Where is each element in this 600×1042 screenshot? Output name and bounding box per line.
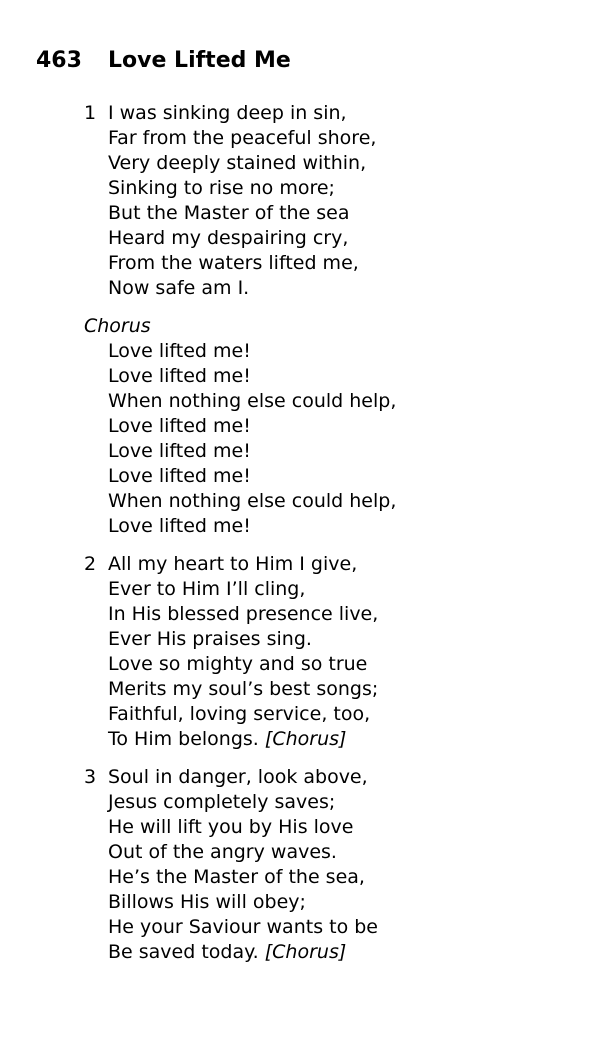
verse-line: Billows His will obey; xyxy=(108,891,306,913)
verse-line: Now safe am I. xyxy=(108,277,250,299)
verse-line xyxy=(108,727,584,752)
chorus-line: Love lifted me! xyxy=(108,365,251,387)
verse-line: He’s the Master of the sea, xyxy=(108,866,365,888)
hymn-content xyxy=(84,101,584,965)
verse-line xyxy=(108,940,584,965)
verse-lines xyxy=(108,101,584,301)
verse-line: Very deeply stained within, xyxy=(108,152,367,174)
verse-line: All my heart to Him I give, xyxy=(108,553,358,575)
chorus-reference: [Chorus] xyxy=(264,941,347,963)
verse-line: He your Saviour wants to be xyxy=(108,916,378,938)
verse-line: Soul in danger, look above, xyxy=(108,766,368,788)
verse-number: 3 xyxy=(84,766,97,788)
chorus-line: Love lifted me! xyxy=(108,515,251,537)
chorus-line: Love lifted me! xyxy=(108,340,251,362)
chorus-reference: [Chorus] xyxy=(264,728,347,750)
verse-number: 1 xyxy=(84,102,97,124)
verse-line: Ever His praises sing. xyxy=(108,628,312,650)
chorus-label: Chorus xyxy=(84,315,151,337)
verse-line: Sinking to rise no more; xyxy=(108,177,335,199)
verse-3 xyxy=(84,765,584,965)
verse-line: Merits my soul’s best songs; xyxy=(108,678,379,700)
verse-line: From the waters lifted me, xyxy=(108,252,359,274)
chorus-line: Love lifted me! xyxy=(108,415,251,437)
hymn-title: Love Lifted Me xyxy=(108,48,291,73)
chorus-line: Love lifted me! xyxy=(108,440,251,462)
verse-line-text: To Him belongs. xyxy=(108,728,259,750)
verse-number: 2 xyxy=(84,553,97,575)
chorus-line: When nothing else could help, xyxy=(108,490,397,512)
verse-line-text: Be saved today. xyxy=(108,941,259,963)
chorus xyxy=(84,314,584,539)
verse-lines xyxy=(108,765,584,965)
verse-line: I was sinking deep in sin, xyxy=(108,102,347,124)
verse-line: He will lift you by His love xyxy=(108,816,354,838)
chorus-line: Love lifted me! xyxy=(108,465,251,487)
verse-line: Ever to Him I’ll cling, xyxy=(108,578,306,600)
verse-line: In His blessed presence live, xyxy=(108,603,379,625)
verse-line: Far from the peaceful shore, xyxy=(108,127,377,149)
verse-line: Heard my despairing cry, xyxy=(108,227,349,249)
verse-lines xyxy=(108,552,584,752)
verse-1 xyxy=(84,101,584,301)
hymn-header xyxy=(36,47,291,75)
hymn-number: 463 xyxy=(36,48,82,73)
verse-line: Out of the angry waves. xyxy=(108,841,337,863)
verse-line: Jesus completely saves; xyxy=(108,791,336,813)
verse-line: Love so mighty and so true xyxy=(108,653,368,675)
verse-line: But the Master of the sea xyxy=(108,202,350,224)
verse-line: Faithful, loving service, too, xyxy=(108,703,371,725)
verse-2 xyxy=(84,552,584,752)
chorus-lines xyxy=(108,339,584,539)
chorus-line: When nothing else could help, xyxy=(108,390,397,412)
